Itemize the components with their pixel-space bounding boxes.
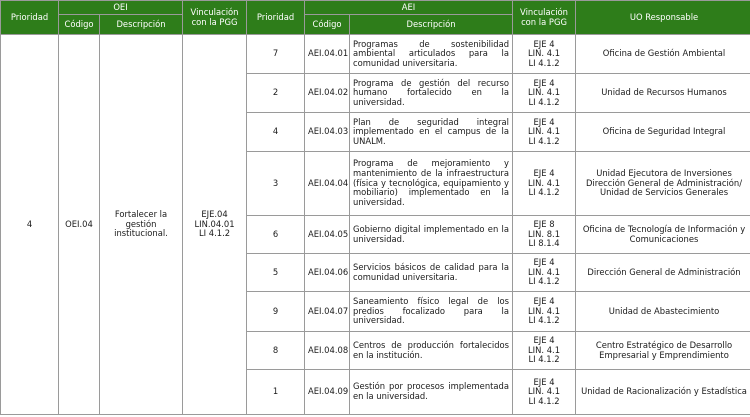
- header-aei: AEI: [305, 1, 513, 15]
- aei-vinculacion-line: EJE 4: [533, 335, 555, 346]
- aei-vinculacion: [513, 370, 576, 415]
- aei-vinculacion-line: LIN. 4.1: [527, 305, 561, 316]
- aei-uo: [576, 74, 750, 113]
- aei-vinculacion-line: LI 4.1.2: [528, 135, 560, 146]
- aei-vinculacion-line: LI 4.1.2: [528, 354, 560, 365]
- aei-codigo: AEI.04.08: [305, 332, 350, 370]
- aei-descripcion: Programa de mejoramiento y mantenimiento de la infraestructura (física y tecnológica, equipamiento y mobiliario) implementado en la universidad.: [350, 152, 513, 216]
- aei-uo-line: Unidad de Recursos Humanos: [601, 87, 727, 98]
- aei-vinculacion-line: EJE 4: [533, 77, 555, 88]
- aei-uo: [576, 370, 750, 415]
- aei-codigo: AEI.04.06: [305, 254, 350, 292]
- aei-prioridad: 3: [247, 152, 305, 216]
- oei-descripcion-line: Fortalecer la: [114, 209, 168, 220]
- aei-codigo: AEI.04.04: [305, 152, 350, 216]
- oei-vinculacion: [183, 35, 247, 415]
- aei-uo-line: Centro Estratégico de Desarrollo: [595, 339, 733, 350]
- aei-vinculacion: [513, 74, 576, 113]
- aei-vinculacion: [513, 254, 576, 292]
- aei-vinculacion-line: EJE 4: [533, 168, 555, 179]
- header-descripcion-aei: Descripción: [350, 15, 513, 35]
- aei-vinculacion: [513, 35, 576, 74]
- aei-uo: [576, 254, 750, 292]
- aei-descripcion: Servicios básicos de calidad para la comunidad universitaria.: [350, 254, 513, 292]
- header-vinculacion-line: con la PGG: [521, 16, 567, 27]
- header-vinculacion-line: con la PGG: [191, 16, 238, 27]
- aei-uo-line: Dirección General de Administración: [587, 266, 741, 277]
- aei-vinculacion-line: EJE 4: [533, 257, 555, 268]
- aei-uo: [576, 113, 750, 152]
- aei-uo-line: Unidad de Abastecimiento: [608, 305, 720, 316]
- aei-vinculacion-line: LIN. 4.1: [527, 386, 561, 397]
- oei-vinculacion-line: EJE.04: [201, 209, 228, 220]
- aei-uo-line: Dirección General de Administración/: [585, 177, 743, 188]
- header-vinculacion-line: Vinculación: [190, 6, 239, 17]
- aei-vinculacion: [513, 216, 576, 254]
- aei-vinculacion-line: LI 8.1.4: [528, 238, 560, 249]
- aei-vinculacion-line: LIN. 4.1: [527, 177, 561, 188]
- aei-codigo: AEI.04.05: [305, 216, 350, 254]
- aei-codigo: AEI.04.09: [305, 370, 350, 415]
- aei-vinculacion-line: EJE 8: [533, 219, 555, 230]
- aei-vinculacion-line: LI 4.1.2: [528, 187, 560, 198]
- aei-vinculacion-line: LIN. 8.1: [527, 228, 561, 239]
- aei-descripcion: Gestión por procesos implementada en la universidad.: [350, 370, 513, 415]
- oei-descripcion-line: institucional.: [114, 228, 168, 239]
- aei-vinculacion-line: LIN. 4.1: [527, 48, 561, 59]
- aei-descripcion: Centros de producción fortalecidos en la institución.: [350, 332, 513, 370]
- aei-vinculacion-line: LIN. 4.1: [527, 266, 561, 277]
- aei-vinculacion: [513, 332, 576, 370]
- aei-uo-line: Unidad de Racionalización y Estadística: [581, 386, 747, 397]
- aei-vinculacion-line: LIN. 4.1: [527, 126, 561, 137]
- oei-codigo: OEI.04: [59, 35, 100, 415]
- aei-vinculacion-line: EJE 4: [533, 376, 555, 387]
- aei-descripcion: Gobierno digital implementado en la universidad.: [350, 216, 513, 254]
- header-vinculacion-aei: [513, 1, 576, 35]
- aei-descripcion: Plan de seguridad integral implementado en el campus de la UNALM.: [350, 113, 513, 152]
- aei-vinculacion-line: EJE 4: [533, 116, 555, 127]
- aei-vinculacion-line: LIN. 4.1: [527, 87, 561, 98]
- aei-uo-line: Oficina de Gestión Ambiental: [602, 48, 726, 59]
- aei-vinculacion: [513, 113, 576, 152]
- oei-prioridad: 4: [1, 35, 59, 415]
- aei-uo-line: Empresarial y Emprendimiento: [599, 349, 729, 360]
- oei-descripcion-line: gestión: [125, 218, 157, 229]
- aei-uo-line: Oficina de Tecnología de Información y: [582, 223, 746, 234]
- table-row: [1, 35, 750, 74]
- aei-codigo: AEI.04.03: [305, 113, 350, 152]
- aei-descripcion: Programa de gestión del recurso humano fortalecido en la universidad.: [350, 74, 513, 113]
- header-prioridad-oei: Prioridad: [1, 1, 59, 35]
- aei-uo: [576, 35, 750, 74]
- aei-prioridad: 2: [247, 74, 305, 113]
- aei-uo-line: Oficina de Seguridad Integral: [602, 126, 726, 137]
- aei-vinculacion-line: LI 4.1.2: [528, 57, 560, 68]
- aei-codigo: AEI.04.01: [305, 35, 350, 74]
- aei-vinculacion-line: LI 4.1.2: [528, 276, 560, 287]
- aei-uo: [576, 216, 750, 254]
- aei-uo-line: Unidad de Servicios Generales: [599, 187, 729, 198]
- header-prioridad-aei: Prioridad: [247, 1, 305, 35]
- header-descripcion-oei: Descripción: [100, 15, 183, 35]
- aei-descripcion: Programas de sostenibilidad ambiental articulados para la comunidad universitaria.: [350, 35, 513, 74]
- header-codigo-aei: Código: [305, 15, 350, 35]
- table-body: [1, 35, 750, 415]
- header-vinculacion-line: Vinculación: [520, 6, 568, 17]
- header-codigo-oei: Código: [59, 15, 100, 35]
- header-uo-responsable: UO Responsable: [576, 1, 750, 35]
- aei-prioridad: 8: [247, 332, 305, 370]
- aei-vinculacion: [513, 152, 576, 216]
- aei-codigo: AEI.04.02: [305, 74, 350, 113]
- header-vinculacion-oei: [183, 1, 247, 35]
- aei-descripcion: Saneamiento físico legal de los predios focalizado para la universidad.: [350, 292, 513, 332]
- oei-vinculacion-line: LIN.04.01: [194, 218, 235, 229]
- aei-vinculacion-line: EJE 4: [533, 296, 555, 307]
- aei-prioridad: 9: [247, 292, 305, 332]
- header-oei: OEI: [59, 1, 183, 15]
- aei-vinculacion-line: EJE 4: [533, 38, 555, 49]
- aei-codigo: AEI.04.07: [305, 292, 350, 332]
- table-header: [1, 1, 750, 35]
- aei-prioridad: 4: [247, 113, 305, 152]
- aei-uo-line: Unidad Ejecutora de Inversiones: [596, 168, 732, 179]
- aei-vinculacion-line: LI 4.1.2: [528, 395, 560, 406]
- aei-vinculacion-line: LIN. 4.1: [527, 344, 561, 355]
- aei-uo: [576, 152, 750, 216]
- aei-prioridad: 7: [247, 35, 305, 74]
- aei-vinculacion-line: LI 4.1.2: [528, 315, 560, 326]
- aei-prioridad: 1: [247, 370, 305, 415]
- aei-prioridad: 5: [247, 254, 305, 292]
- aei-uo-line: Comunicaciones: [629, 233, 699, 244]
- aei-uo: [576, 332, 750, 370]
- aei-uo: [576, 292, 750, 332]
- aei-prioridad: 6: [247, 216, 305, 254]
- oei-vinculacion-line: LI 4.1.2: [198, 228, 231, 239]
- oei-descripcion: [100, 35, 183, 415]
- aei-vinculacion-line: LI 4.1.2: [528, 96, 560, 107]
- aei-vinculacion: [513, 292, 576, 332]
